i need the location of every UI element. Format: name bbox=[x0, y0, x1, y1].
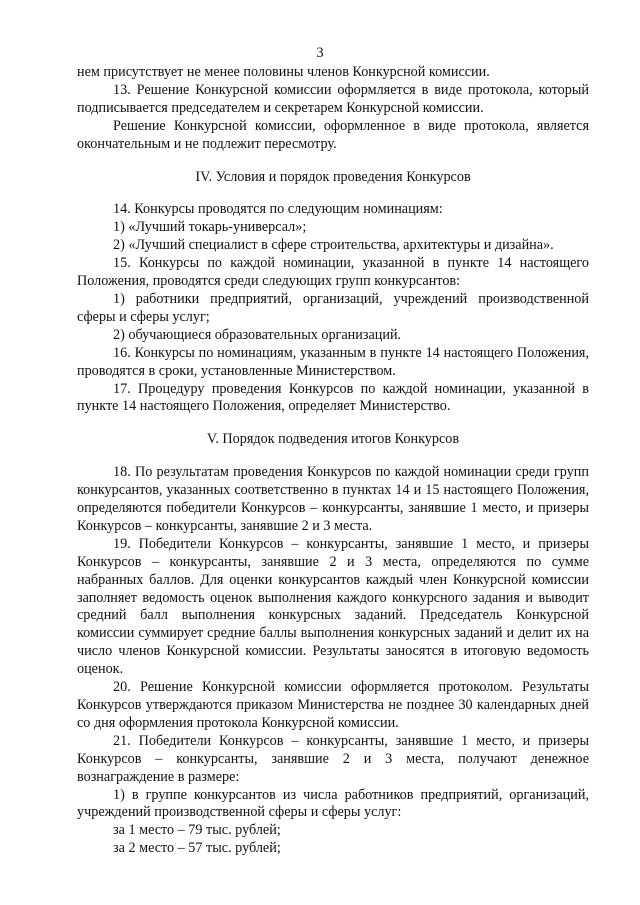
section-heading: IV. Условия и порядок проведения Конкурсов bbox=[195, 168, 471, 185]
paragraph: 20. Решение Конкурсной комиссии оформляется протоколом. Результаты Конкурсов утверждаются приказом Министерства не позднее 30 календарных дней со дня оформления протокола Конкурсной комиссии. bbox=[77, 679, 589, 731]
section-iv bbox=[77, 169, 589, 417]
list-item: за 2 место – 57 тыс. рублей; bbox=[113, 840, 281, 857]
list-item: 2) обучающиеся образовательных организаций. bbox=[113, 326, 402, 343]
paragraph: Решение Конкурсной комиссии, оформленное в виде протокола, является окончательным и не подлежит пересмотру. bbox=[77, 117, 589, 152]
list-item: 1) в группе конкурсантов из числа работников предприятий, организаций, учреждений производственной сферы и сферы услуг: bbox=[77, 786, 589, 821]
paragraph: 19. Победители Конкурсов – конкурсанты, занявшие 1 место, и призеры Конкурсов – конкурсанты, занявшие 2 и 3 места, определяются по сумме набранных баллов. Для оценки конкурсантов каждый член Конкурсной комиссии заполняет ведомость оценок выполнения каждого конкурсного задания и выводит средний балл выполнения конкурсных заданий. Председатель Конкурсной комиссии суммирует средние баллы выполнения конкурсных заданий и делит их на число членов Конкурсной комиссии. Результаты заносятся в итоговую ведомость оценок. bbox=[77, 535, 589, 678]
paragraph: нем присутствует не менее половины членов Конкурсной комиссии. bbox=[77, 64, 490, 80]
paragraph: 15. Конкурсы по каждой номинации, указанной в пункте 14 настоящего Положения, проводятся среди следующих групп конкурсантов: bbox=[77, 255, 589, 290]
document-body bbox=[77, 64, 589, 858]
paragraph: 14. Конкурсы проводятся по следующим номинациям: bbox=[113, 201, 443, 218]
list-item: 1) «Лучший токарь-универсал»; bbox=[113, 219, 307, 236]
paragraph: 18. По результатам проведения Конкурсов по каждой номинации среди групп конкурсантов, указанных соответственно в пунктах 14 и 15 настоящего Положения, определяются победители Конкурсов – конкурсанты, занявшие 1 место, и призеры Конкурсов – конкурсанты, занявшие 2 и 3 места. bbox=[77, 464, 589, 534]
paragraph: 13. Решение Конкурсной комиссии оформляется в виде протокола, который подписывается председателем и секретарем Конкурсной комиссии. bbox=[77, 81, 589, 116]
paragraph: 21. Победители Конкурсов – конкурсанты, занявшие 1 место, и призеры Конкурсов – конкурсанты, занявшие 2 и 3 места, получают денежное вознаграждение в размере: bbox=[77, 732, 589, 785]
section-intro bbox=[77, 64, 589, 154]
page-number: 3 bbox=[316, 45, 324, 61]
paragraph: 16. Конкурсы по номинациям, указанным в пункте 14 настоящего Положения, проводятся в сроки, установленные Министерством. bbox=[77, 344, 589, 379]
list-item: за 1 место – 79 тыс. рублей; bbox=[113, 822, 281, 839]
list-item: 1) работники предприятий, организаций, учреждений производственной сферы и сферы услуг; bbox=[77, 290, 589, 325]
list-item: 2) «Лучший специалист в сфере строительства, архитектуры и дизайна». bbox=[113, 237, 554, 254]
section-v bbox=[77, 431, 589, 858]
paragraph: 17. Процедуру проведения Конкурсов по каждой номинации, указанной в пункте 14 настоящего Положения, определяет Министерство. bbox=[77, 380, 589, 415]
section-heading: V. Порядок подведения итогов Конкурсов bbox=[206, 431, 460, 448]
